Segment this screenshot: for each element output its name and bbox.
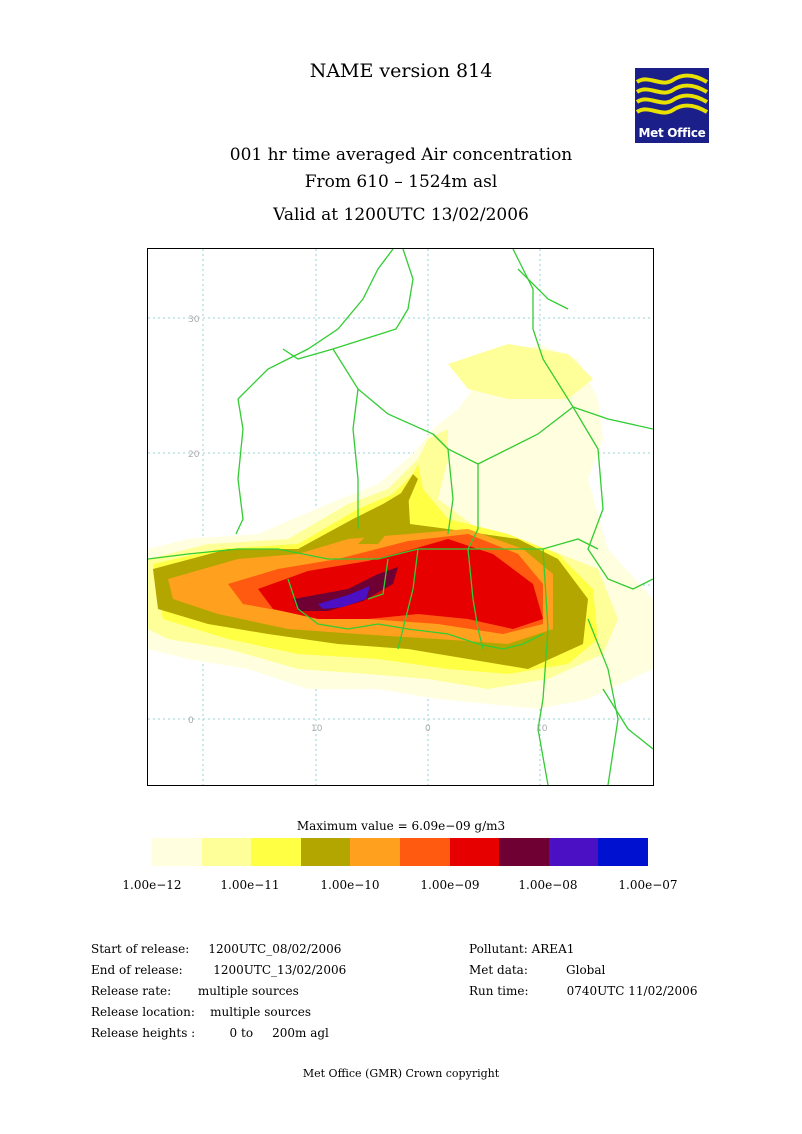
legend-tick-label: 1.00e−08 xyxy=(518,878,578,892)
lon-label-0: 0 xyxy=(425,724,431,734)
met-data: Met data: Global xyxy=(469,963,606,977)
legend-swatch xyxy=(301,838,351,866)
legend-tick-label: 1.00e−12 xyxy=(122,878,182,892)
legend-tick-label: 1.00e−10 xyxy=(320,878,380,892)
valid-time: Valid at 1200UTC 13/02/2006 xyxy=(273,205,529,225)
lat-label-0: 0 xyxy=(188,716,194,726)
legend-swatch xyxy=(400,838,450,866)
copyright-footer: Met Office (GMR) Crown copyright xyxy=(302,1067,500,1080)
legend-swatch xyxy=(202,838,252,866)
color-legend xyxy=(152,838,648,866)
concentration-plume xyxy=(148,344,653,709)
legend-tick-label: 1.00e−11 xyxy=(220,878,280,892)
maximum-value-label: Maximum value = 6.09e−09 g/m3 xyxy=(296,819,506,833)
legend-swatch xyxy=(152,838,202,866)
plot-title: NAME version 814 xyxy=(309,60,493,82)
release-heights: Release heights : 0 to 200m agl xyxy=(91,1026,329,1040)
met-office-logo xyxy=(635,68,709,143)
run-time: Run time: 0740UTC 11/02/2006 xyxy=(469,984,698,998)
height-range: From 610 – 1524m asl xyxy=(304,172,498,192)
wave-emblem-icon xyxy=(635,68,709,123)
lon-label-10w: 10 xyxy=(311,724,323,734)
lat-label-20: 20 xyxy=(188,450,200,460)
concentration-map xyxy=(147,248,654,786)
lat-label-30: 30 xyxy=(188,315,200,325)
legend-tick-label: 1.00e−09 xyxy=(420,878,480,892)
release-location: Release location: multiple sources xyxy=(91,1005,312,1019)
pollutant: Pollutant: AREA1 xyxy=(469,942,575,956)
legend-swatch xyxy=(450,838,500,866)
legend-swatch xyxy=(350,838,400,866)
legend-swatch xyxy=(549,838,599,866)
legend-swatch xyxy=(251,838,301,866)
plume-ne-patch xyxy=(448,344,593,399)
legend-tick-label: 1.00e−07 xyxy=(618,878,678,892)
logo-text: Met Office xyxy=(638,126,706,140)
legend-swatch xyxy=(499,838,549,866)
lon-label-10e: 10 xyxy=(536,724,548,734)
release-rate: Release rate: multiple sources xyxy=(91,984,299,998)
averaging-description: 001 hr time averaged Air concentration xyxy=(229,145,573,165)
start-of-release: Start of release: 1200UTC_08/02/2006 xyxy=(91,942,342,956)
end-of-release: End of release: 1200UTC_13/02/2006 xyxy=(91,963,347,977)
legend-swatch xyxy=(598,838,648,866)
